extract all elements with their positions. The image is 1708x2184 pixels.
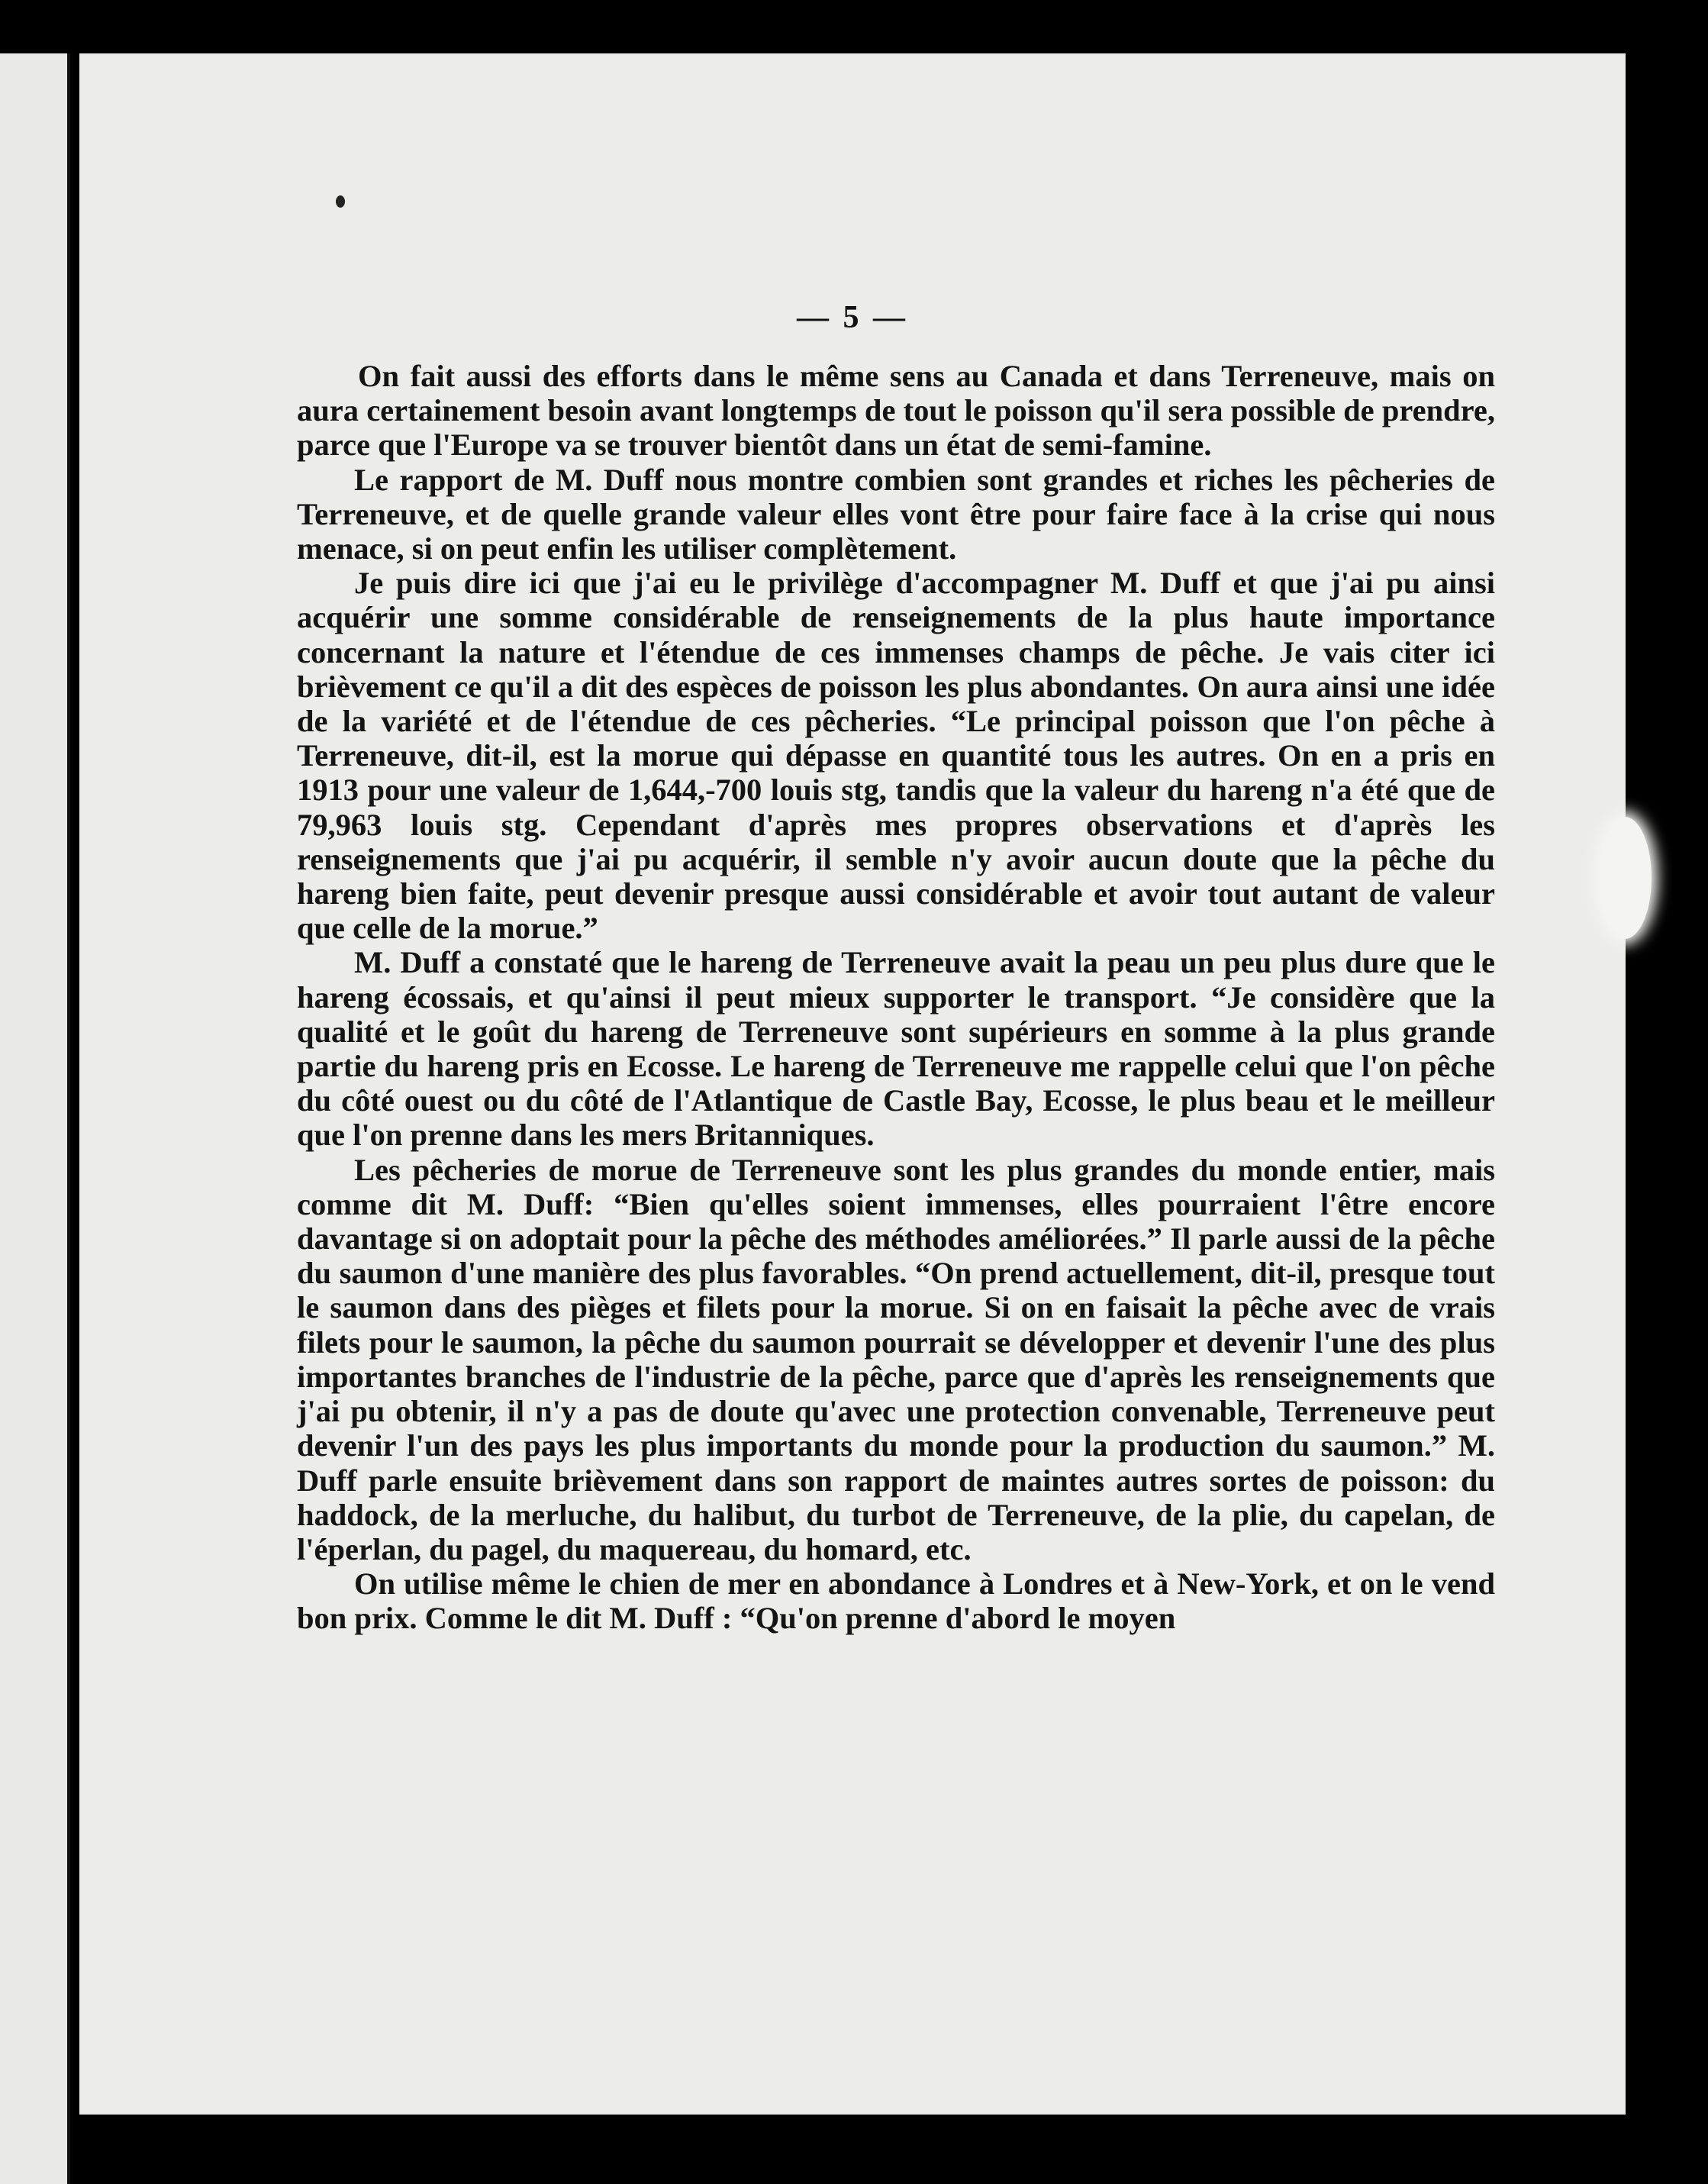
page-number: — 5 — bbox=[797, 300, 908, 335]
facing-page-edge bbox=[0, 53, 70, 2184]
paragraph: Les pêcheries de morue de Terreneuve sont les plus grandes du monde entier, mais comme dit M. Duff: “Bien qu'elles soient immenses, elles pourraient l'être encore davantage si on adoptait pour la pêche des méthodes améliorées.” Il parle aussi de la pêche du saumon d'une manière des plus favorables. “On prend actuellement, dit-il, presque tout le saumon dans des pièges et filets pour la morue. Si on en faisait la pêche avec de vrais filets pour le saumon, la pêche du saumon pourrait se développer et devenir l'une des plus importantes branches de l'industrie de la pêche, parce que d'après les renseignements que j'ai pu obtenir, il n'y a pas de doute qu'avec une protection convenable, Terreneuve peut devenir l'un des pays les plus importants du monde pour la production du saumon.” M. Duff parle ensuite brièvement dans son rapport de maintes autres sortes de poisson: du haddock, de la merluche, du halibut, du turbot de Terreneuve, de la plie, du capelan, de l'éperlan, du pagel, du maquereau, du homard, etc. bbox=[297, 1152, 1495, 1566]
paper-damage-spot bbox=[1598, 817, 1652, 939]
ink-speck bbox=[336, 195, 345, 208]
paragraph: M. Duff a constaté que le hareng de Terreneuve avait la peau un peu plus dure que le hareng écossais, et qu'ainsi il peut mieux supporter le transport. “Je considère que la qualité et le goût du hareng de Terreneuve sont supérieurs en somme à la plus grande partie du hareng pris en Ecosse. Le hareng de Terreneuve me rappelle celui que l'on pêche du côté ouest ou du côté de l'Atlantique de Castle Bay, Ecosse, le plus beau et le meilleur que l'on prenne dans les mers Britanniques. bbox=[297, 945, 1495, 1153]
paragraph: On fait aussi des efforts dans le même sens au Canada et dans Terreneuve, mais on aura certainement besoin avant longtemps de tout le poisson qu'il sera possible de prendre, parce que l'Europe va se trouver bientôt dans un état de semi-famine. bbox=[297, 359, 1495, 463]
document-page bbox=[79, 53, 1626, 2115]
paragraph: Le rapport de M. Duff nous montre combien sont grandes et riches les pêcheries de Terreneuve, et de quelle grande valeur elles vont être pour faire face à la crise qui nous menace, si on peut enfin les utiliser complètement. bbox=[297, 462, 1495, 566]
paragraph: On utilise même le chien de mer en abondance à Londres et à New-York, et on le vend bon prix. Comme le dit M. Duff : “Qu'on prenne d'abord le moyen bbox=[297, 1566, 1495, 1636]
paragraph: Je puis dire ici que j'ai eu le privilège d'accompagner M. Duff et que j'ai pu ainsi acquérir une somme considérable de renseignements de la plus haute importance concernant la nature et l'étendue de ces immenses champs de pêche. Je vais citer ici brièvement ce qu'il a dit des espèces de poisson les plus abondantes. On aura ainsi une idée de la variété et de l'étendue de ces pêcheries. “Le principal poisson que l'on pêche à Terreneuve, dit-il, est la morue qui dépasse en quantité tous les autres. On en a pris en 1913 pour une valeur de 1,644,-700 louis stg, tandis que la valeur du hareng n'a été que de 79,963 louis stg. Cependant d'après mes propres observations et d'après les renseignements que j'ai pu acquérir, il semble n'y avoir aucun doute que la pêche du hareng bien faite, peut devenir presque aussi considérable et avoir tout autant de valeur que celle de la morue.” bbox=[297, 566, 1495, 946]
body-text bbox=[297, 359, 1495, 1636]
